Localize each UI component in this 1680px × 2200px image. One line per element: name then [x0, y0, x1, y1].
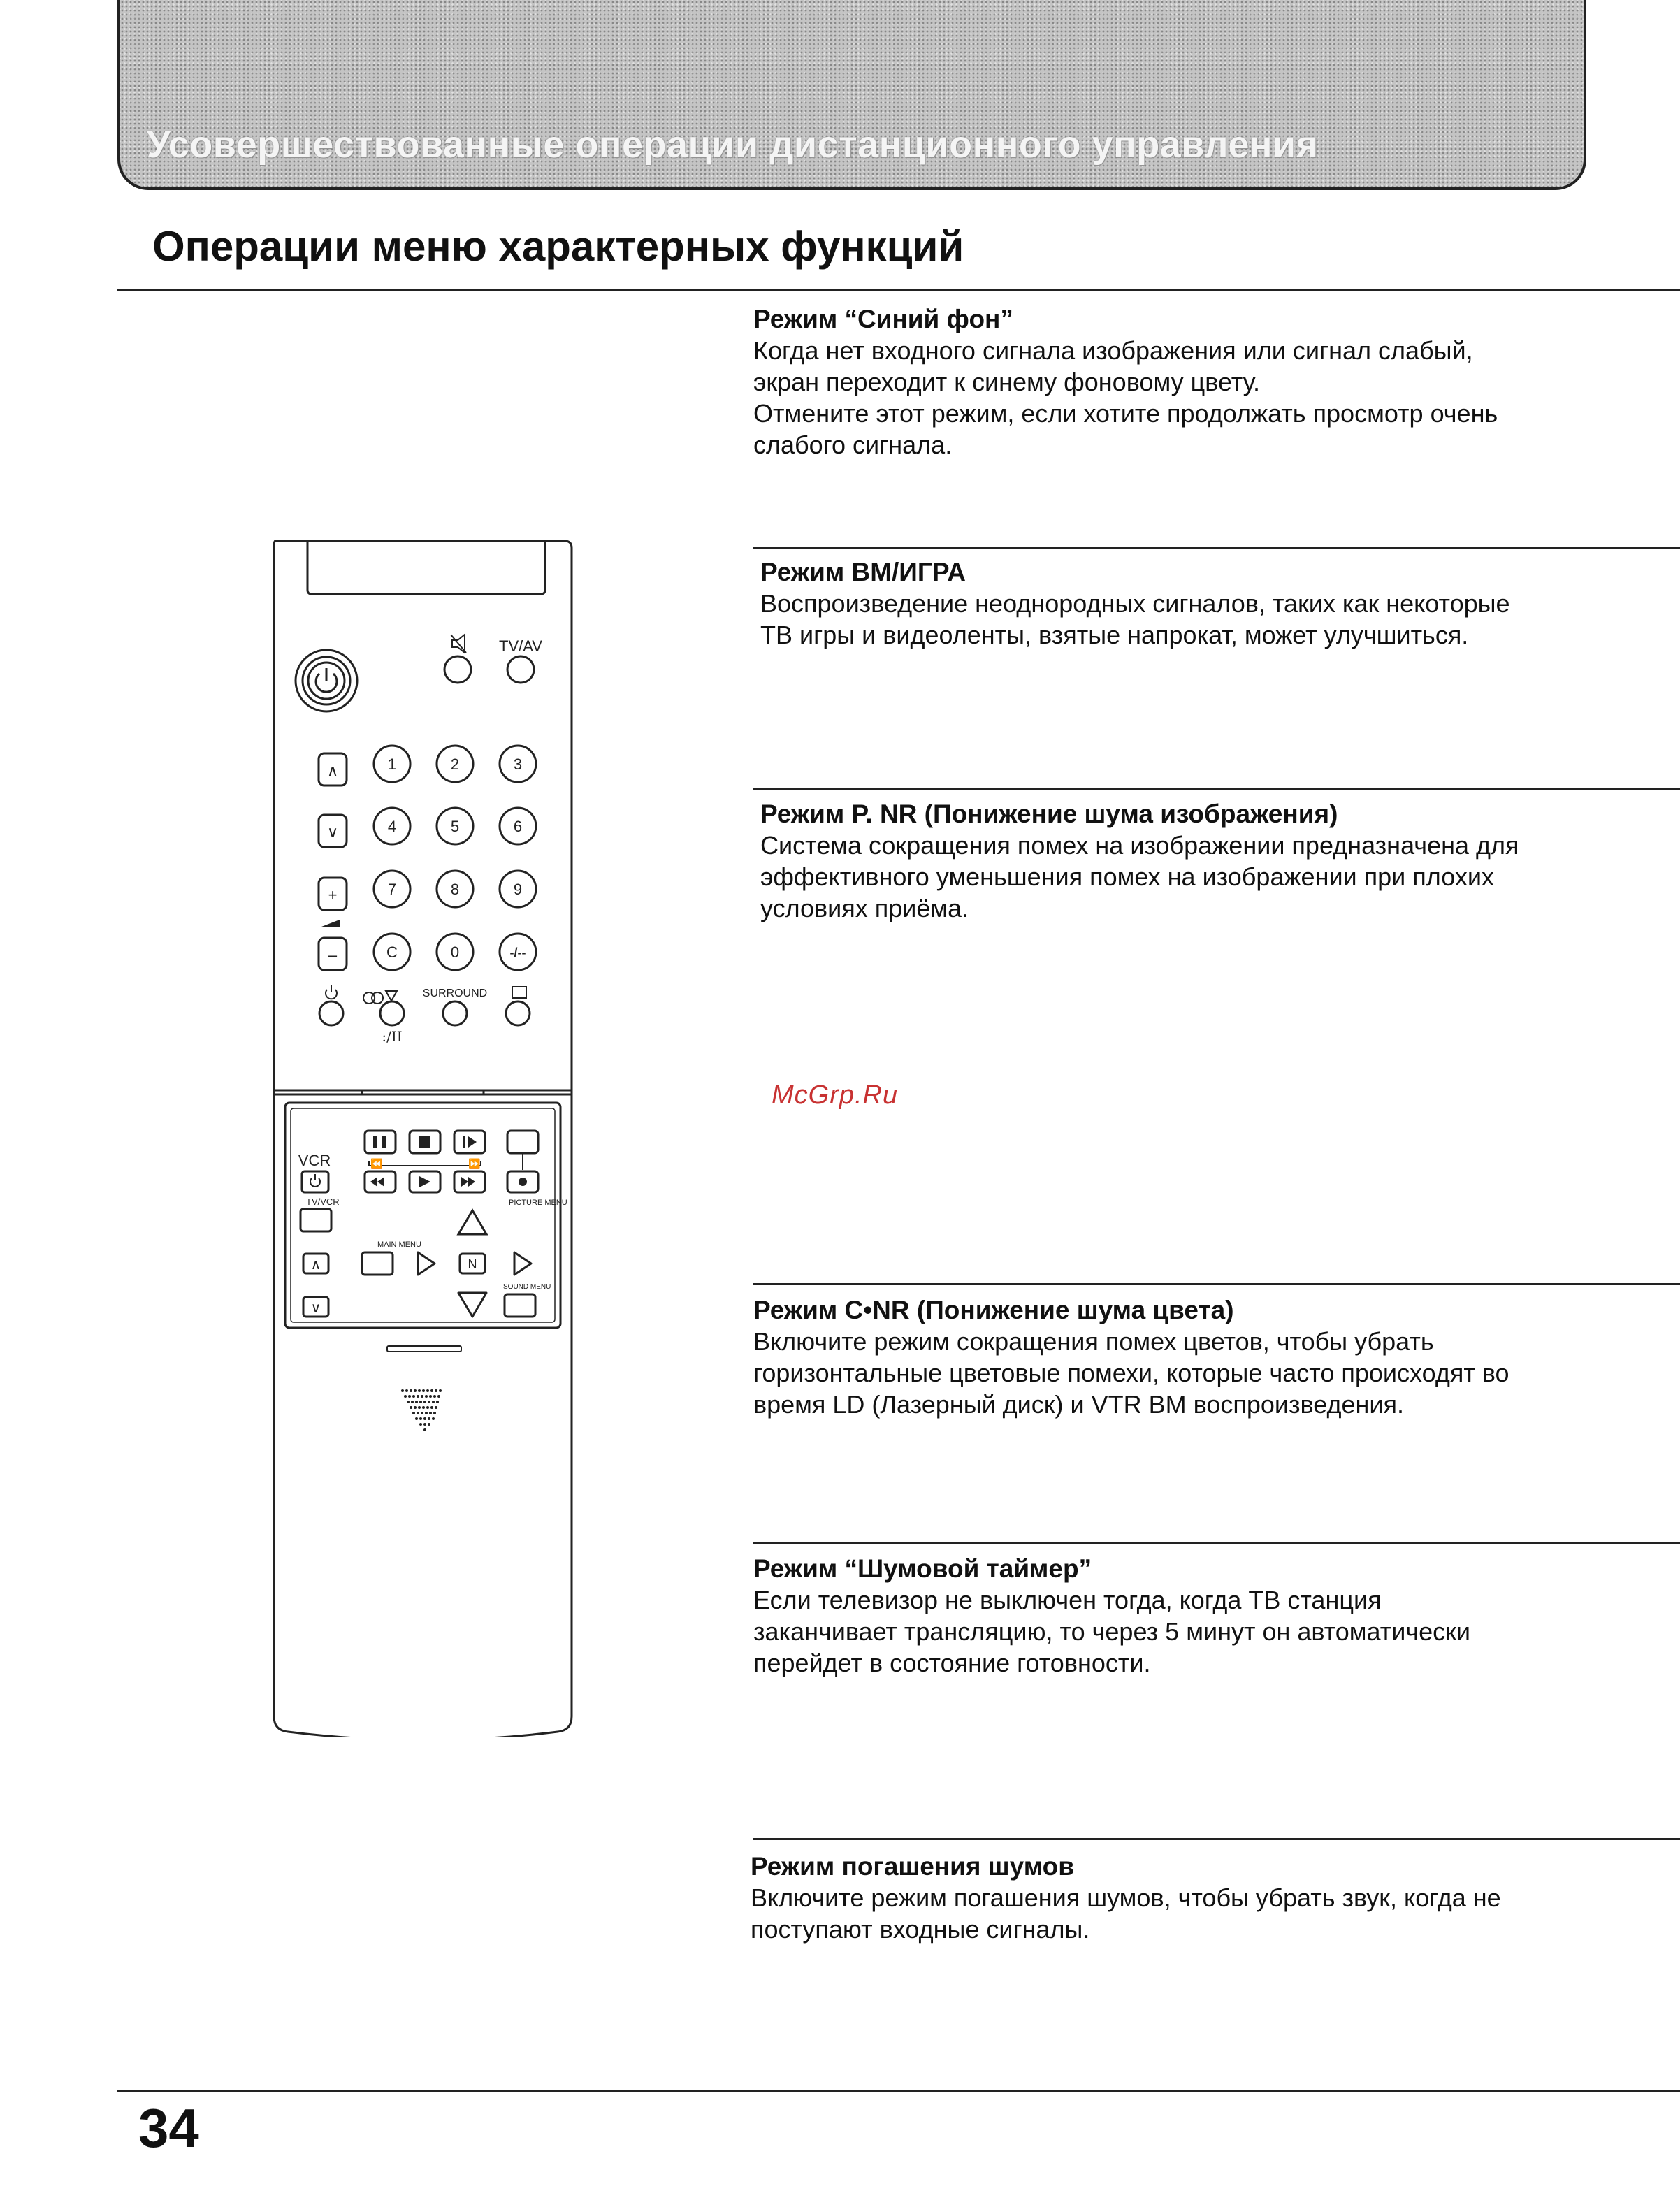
- svg-text:∧: ∧: [310, 1257, 321, 1273]
- svg-text:3: 3: [513, 755, 523, 773]
- title-rule: [117, 289, 1680, 291]
- picture-menu-label: PICTURE MENU: [509, 1199, 567, 1207]
- svg-text:∨: ∨: [326, 823, 339, 841]
- svg-text:8: 8: [450, 881, 460, 898]
- stop-icon: [419, 1136, 430, 1148]
- svg-text:N: N: [468, 1257, 477, 1271]
- banner-title: Усовершествованные операции дистанционного управления: [147, 124, 1319, 166]
- surround-label: SURROUND: [422, 987, 488, 999]
- main-menu-label: MAIN MENU: [377, 1240, 421, 1249]
- header-banner: [117, 0, 1586, 190]
- section-noise-timer: [753, 1553, 1655, 1679]
- section-title: Режим “Шумовой таймер”: [753, 1554, 1092, 1583]
- footer-rule: [117, 2090, 1680, 2092]
- section-body: Включите режим погашения шумов, чтобы убрать звук, когда не поступают входные сигналы.: [751, 1883, 1501, 1944]
- section-divider: [753, 547, 1680, 549]
- svg-text:∧: ∧: [326, 762, 339, 779]
- section-noise-mute: [751, 1851, 1652, 1945]
- section-title: Режим “Синий фон”: [753, 305, 1013, 333]
- record-icon: [519, 1178, 527, 1186]
- section-body: Если телевизор не выключен тогда, когда ТВ станция заканчивает трансляцию, то через 5 минут он автоматически перейдет в состояние готовности.: [753, 1586, 1471, 1677]
- section-divider: [753, 1542, 1680, 1544]
- vcr-label: VCR: [298, 1152, 331, 1169]
- section-body: Воспроизведение неоднородных сигналов, таких как некоторые ТВ игры и видеоленты, взятые напрокат, может улучшиться.: [760, 589, 1510, 649]
- section-blue-background: [753, 303, 1655, 461]
- section-title: Режим P. NR (Понижение шума изображения): [760, 799, 1338, 828]
- page-number: 34: [138, 2097, 199, 2159]
- section-divider: [753, 1838, 1680, 1840]
- section-body: Когда нет входного сигнала изображения или сигнал слабый, экран переходит к синему фоновому цвету. Отмените этот режим, если хотите продолжать просмотр очень слабого сигнала.: [753, 336, 1498, 459]
- forward-skip-icon: ⏩: [468, 1158, 481, 1169]
- svg-text:7: 7: [387, 881, 397, 898]
- section-divider: [753, 788, 1680, 790]
- remote-control-illustration: [266, 535, 580, 1737]
- section-pnr: [760, 798, 1662, 924]
- svg-text:+: +: [328, 886, 338, 904]
- svg-text:6: 6: [513, 818, 523, 835]
- svg-text:9: 9: [513, 881, 523, 898]
- section-title: Режим C•NR (Понижение шума цвета): [753, 1296, 1234, 1324]
- section-title: Режим погашения шумов: [751, 1852, 1074, 1881]
- svg-text:5: 5: [450, 818, 460, 835]
- section-vm-game: [760, 556, 1662, 651]
- watermark: McGrp.Ru: [772, 1080, 899, 1110]
- section-title: Режим ВМ/ИГРА: [760, 558, 966, 586]
- rewind-skip-icon: ⏪: [370, 1158, 383, 1169]
- svg-text:-/--: -/--: [509, 946, 526, 960]
- svg-text:∨: ∨: [310, 1301, 321, 1316]
- slow-icon: [463, 1136, 465, 1148]
- pause-icon: [373, 1136, 377, 1148]
- section-body: Система сокращения помех на изображении предназначена для эффективного уменьшения помех на изображении при плохих условиях приёма.: [760, 831, 1519, 922]
- section-cnr: [753, 1294, 1655, 1420]
- svg-text:2: 2: [450, 755, 460, 773]
- svg-text:–: –: [328, 946, 338, 964]
- stereo-label: :/II: [382, 1028, 403, 1045]
- sound-menu-label: SOUND MENU: [503, 1283, 551, 1291]
- svg-text:0: 0: [450, 943, 460, 961]
- svg-text:4: 4: [387, 818, 397, 835]
- tvav-label: TV/AV: [499, 637, 542, 655]
- section-body: Включите режим сокращения помех цветов, чтобы убрать горизонтальные цветовые помехи, которые часто происходят во время LD (Лазерный диск) и VTR ВМ воспроизведения.: [753, 1327, 1509, 1419]
- tvvcr-label: TV/VCR: [306, 1196, 340, 1207]
- svg-text:C: C: [386, 943, 398, 961]
- section-divider: [753, 1283, 1680, 1285]
- page-title: Операции меню характерных функций: [152, 223, 964, 270]
- svg-text:1: 1: [387, 755, 397, 773]
